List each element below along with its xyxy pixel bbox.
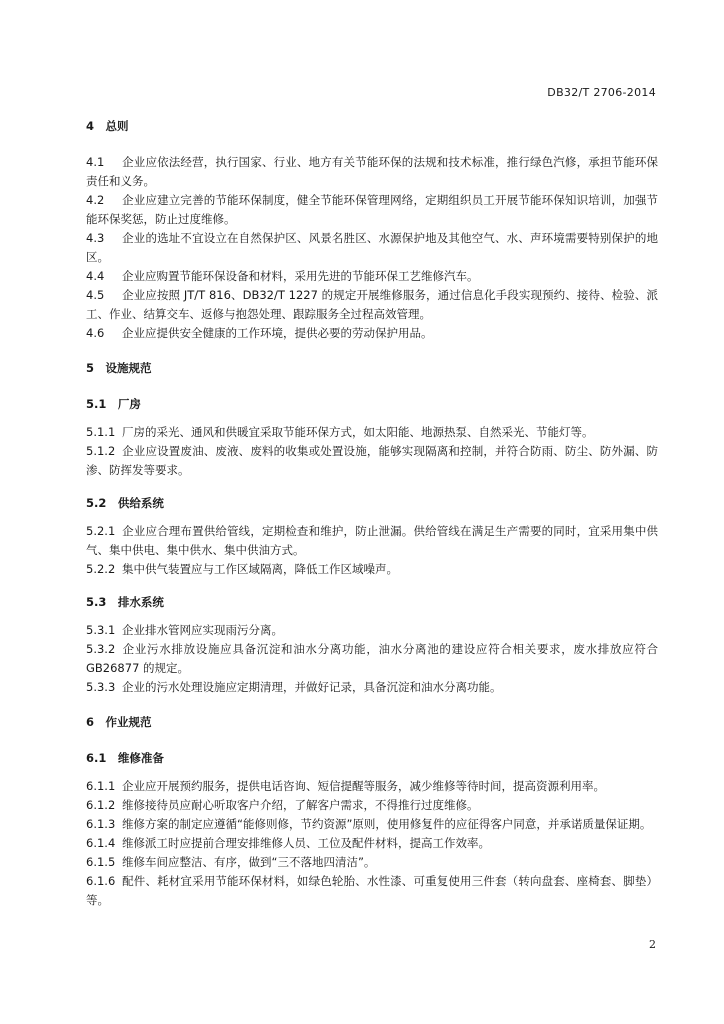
clause: 5.2.1 企业应合理布置供给管线，定期检查和维护，防止泄漏。供给管线在满足生产需要的同时，宜采用集中供气、集中供电、集中供水、集中供油方式。 — [86, 524, 658, 557]
clause: 5.1.1 厂房的采光、通风和供暖宜采取节能环保方式，如太阳能、地源热泵、自然采光、节能灯等。 — [86, 425, 594, 439]
clause: 5.3.2 企业污水排放设施应具备沉淀和油水分离功能，油水分离池的建设应符合相关要求，废水排放应符合 GB26877 的规定。 — [86, 642, 658, 675]
section-5-1-heading: 5.1 厂房 — [86, 397, 141, 411]
section-4-heading: 4 总则 — [86, 119, 129, 133]
clause: 6.1.4 维修派工时应提前合理安排维修人员、工位及配件材料，提高工作效率。 — [86, 836, 490, 850]
clause: 6.1.1 企业应开展预约服务，提供电话咨询、短信提醒等服务，减少维修等待时间，提高资源利用率。 — [86, 779, 605, 793]
clause: 4.5 企业应按照 JT/T 816、DB32/T 1227 的规定开展维修服务，通过信息化手段实现预约、接待、检验、派工、作业、结算交车、返修与抱怨处理、跟踪服务全过程高效管理。 — [86, 288, 658, 321]
clause: 5.2.2 集中供气装置应与工作区域隔离，降低工作区域噪声。 — [86, 562, 398, 576]
section-4-items — [86, 153, 658, 343]
section-5-3-heading: 5.3 排水系统 — [86, 595, 164, 609]
clause: 6.1.2 维修接待员应耐心听取客户介绍，了解客户需求，不得推行过度维修。 — [86, 798, 479, 812]
clause: 4.4 企业应购置节能环保设备和材料，采用先进的节能环保工艺维修汽车。 — [86, 269, 479, 283]
section-5-2-heading: 5.2 供给系统 — [86, 496, 164, 510]
clause: 5.1.2 企业应设置废油、废液、废料的收集或处置设施，能够实现隔离和控制，并符合防雨、防尘、防外漏、防渗、防挥发等要求。 — [86, 444, 658, 477]
clause: 4.1 企业应依法经营，执行国家、行业、地方有关节能环保的法规和技术标准，推行绿色汽修，承担节能环保责任和义务。 — [86, 155, 658, 188]
section-5-heading: 5 设施规范 — [86, 361, 152, 375]
clause: 6.1.5 维修车间应整洁、有序，做到“三不落地四清洁”。 — [86, 855, 376, 869]
clause: 4.3 企业的选址不宜设立在自然保护区、风景名胜区、水源保护地及其他空气、水、声环境需要特别保护的地区。 — [86, 231, 658, 264]
section-6-1-heading: 6.1 维修准备 — [86, 751, 164, 765]
clause: 4.6 企业应提供安全健康的工作环境，提供必要的劳动保护用品。 — [86, 326, 433, 340]
clause: 5.3.1 企业排水管网应实现雨污分离。 — [86, 623, 283, 637]
clause: 4.2 企业应建立完善的节能环保制度，健全节能环保管理网络，定期组织员工开展节能环保知识培训，加强节能环保奖惩，防止过度维修。 — [86, 193, 658, 226]
page-number: 2 — [649, 938, 656, 951]
section-6-heading: 6 作业规范 — [86, 715, 152, 729]
clause: 6.1.6 配件、耗材宜采用节能环保材料，如绿色轮胎、水性漆、可重复使用三件套（转向盘套、座椅套、脚垫）等。 — [86, 874, 658, 907]
document-body — [86, 117, 658, 910]
document-code: DB32/T 2706-2014 — [547, 86, 656, 99]
clause: 5.3.3 企业的污水处理设施应定期清理，并做好记录，具备沉淀和油水分离功能。 — [86, 680, 502, 694]
clause: 6.1.3 维修方案的制定应遵循“能修则修，节约资源”原则，使用修复件的应征得客户同意，并承诺质量保证期。 — [86, 817, 652, 831]
